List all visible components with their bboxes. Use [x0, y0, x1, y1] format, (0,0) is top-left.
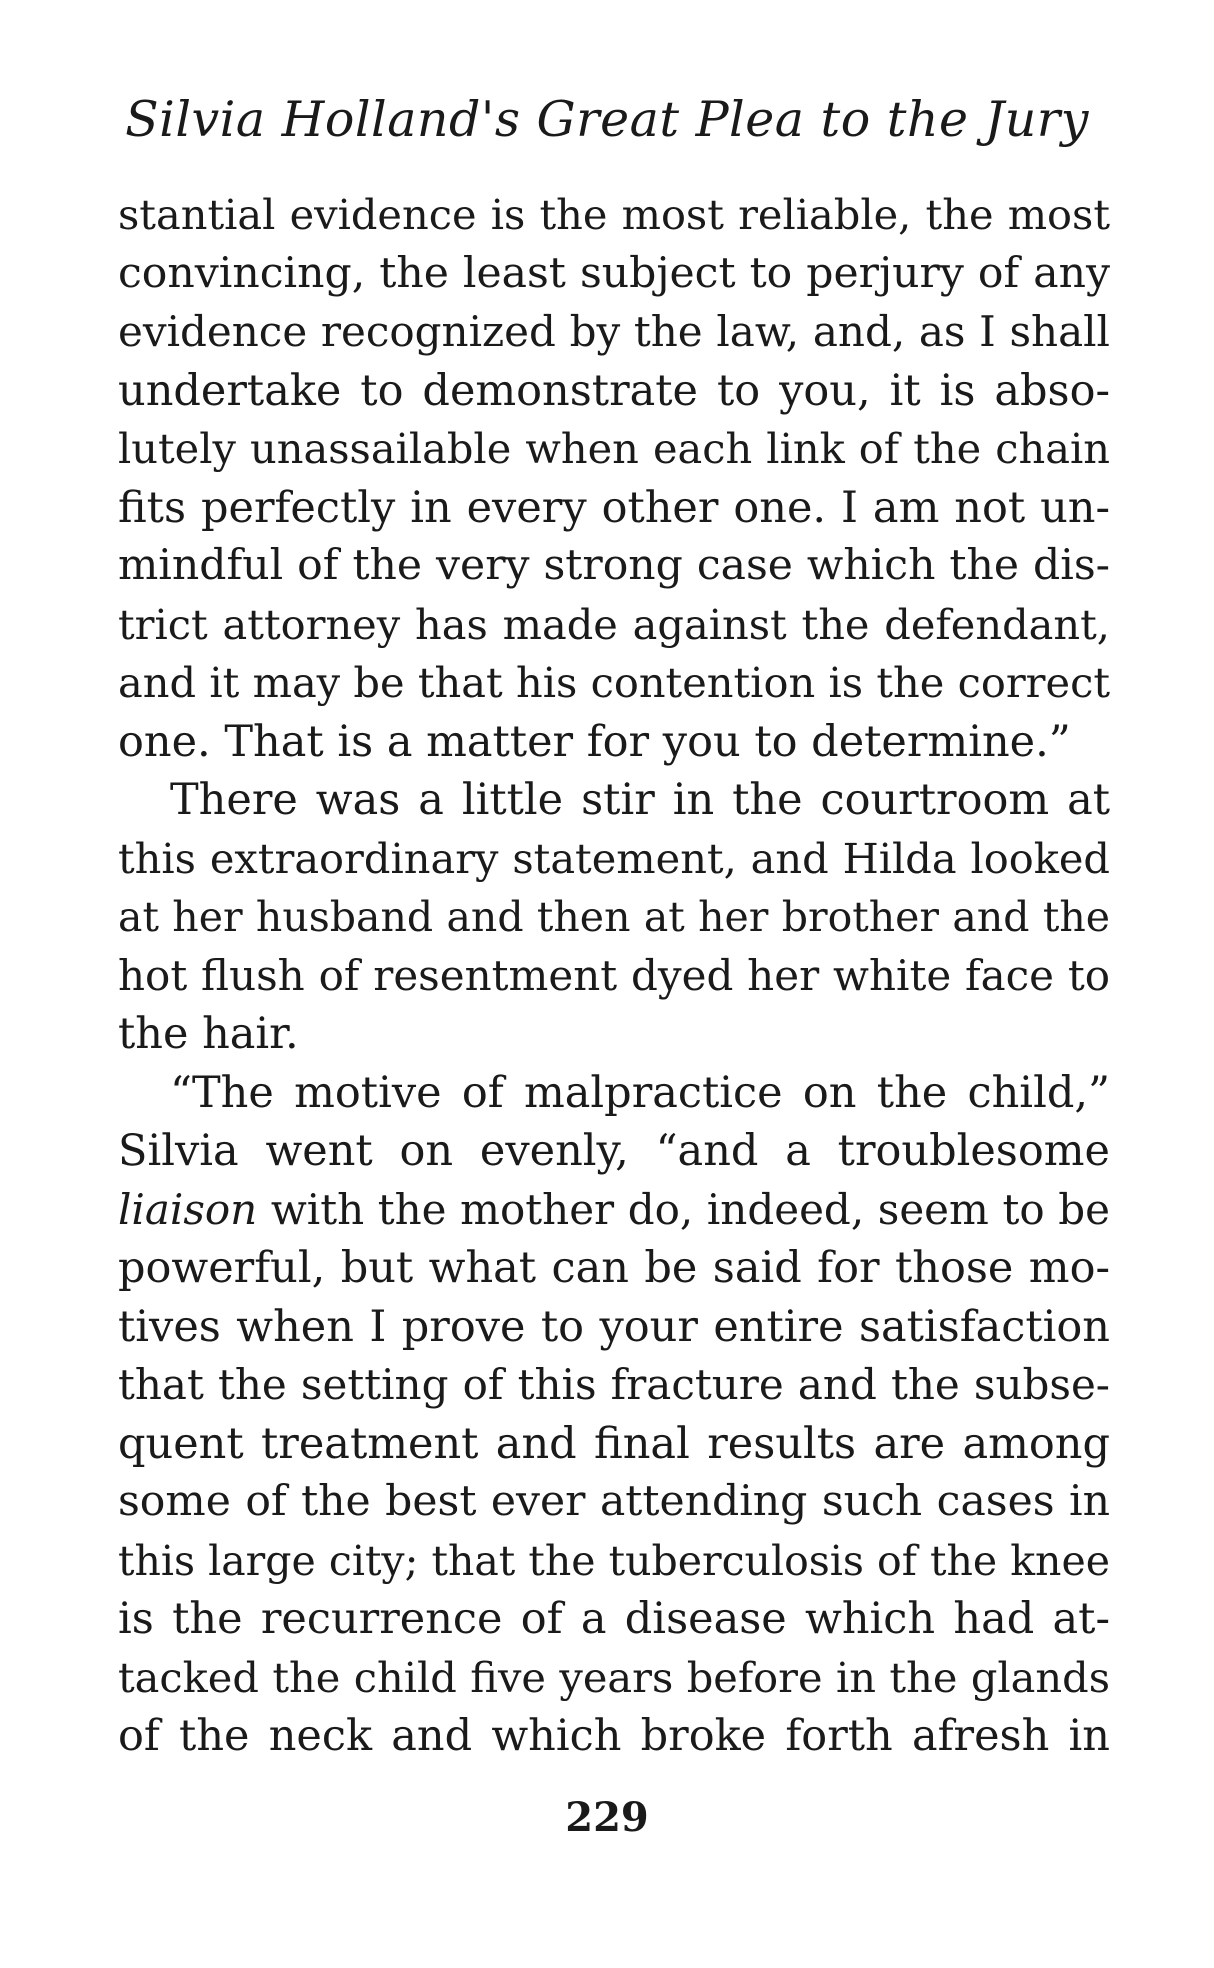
text-line-18	[118, 1181, 1110, 1240]
text-line-3: evidence recognized by the law, and, as I shall	[118, 307, 1110, 356]
text-line-10: one. That is a matter for you to determine.”	[118, 716, 1071, 767]
text-line-1: stantial evidence is the most reliable, the most	[118, 190, 1110, 239]
text-line-17: Silvia went on evenly, “and a troublesome	[118, 1126, 1110, 1176]
text-line-23: some of the best ever attending such cases in	[118, 1477, 1110, 1526]
text-line-7: mindful of the very strong case which the dis-	[118, 541, 1110, 590]
text-line-19: powerful, but what can be said for those mo-	[118, 1243, 1110, 1293]
text-line-12: this extraordinary statement, and Hilda looked	[118, 833, 1110, 883]
text-line-8: trict attorney has made against the defendant,	[118, 599, 1110, 649]
text-line-26: tacked the child five years before in the glands	[118, 1652, 1110, 1702]
text-line-14: hot flush of resentment dyed her white face to	[118, 950, 1110, 1000]
text-line-5: lutely unassailable when each link of the chain	[118, 424, 1110, 473]
page-number: 229	[565, 1794, 649, 1841]
text-line-9: and it may be that his contention is the correct	[118, 658, 1110, 707]
text-line-24: this large city; that the tuberculosis of the knee	[118, 1536, 1110, 1585]
text-line-16: “The motive of malpractice on the child,”	[170, 1067, 1110, 1118]
text-line-11: There was a little stir in the courtroom at	[170, 775, 1110, 825]
text-line-20: tives when I prove to your entire satisfaction	[118, 1301, 1110, 1352]
text-line-22: quent treatment and final results are among	[118, 1418, 1110, 1469]
text-line-13: at her husband and then at her brother and the	[118, 893, 1110, 941]
text-line-27: of the neck and which broke forth afresh in	[118, 1711, 1110, 1761]
text-line-25: is the recurrence of a disease which had at-	[118, 1594, 1110, 1644]
italic-word-liaison: liaison	[118, 1184, 258, 1234]
text-line-4: undertake to demonstrate to you, it is abso-	[118, 365, 1110, 416]
text-line-18-rest: with the mother do, indeed, seem to be	[257, 1184, 1110, 1234]
body-text	[118, 186, 1110, 1766]
running-head: Silvia Holland's Great Plea to the Jury	[125, 91, 1089, 148]
text-line-2: convincing, the least subject to perjury of any	[118, 248, 1110, 298]
text-line-15: the hair.	[118, 1009, 299, 1059]
text-line-6: fits perfectly in every other one. I am not un-	[118, 482, 1110, 533]
text-line-21: that the setting of this fracture and the subse-	[118, 1360, 1110, 1409]
